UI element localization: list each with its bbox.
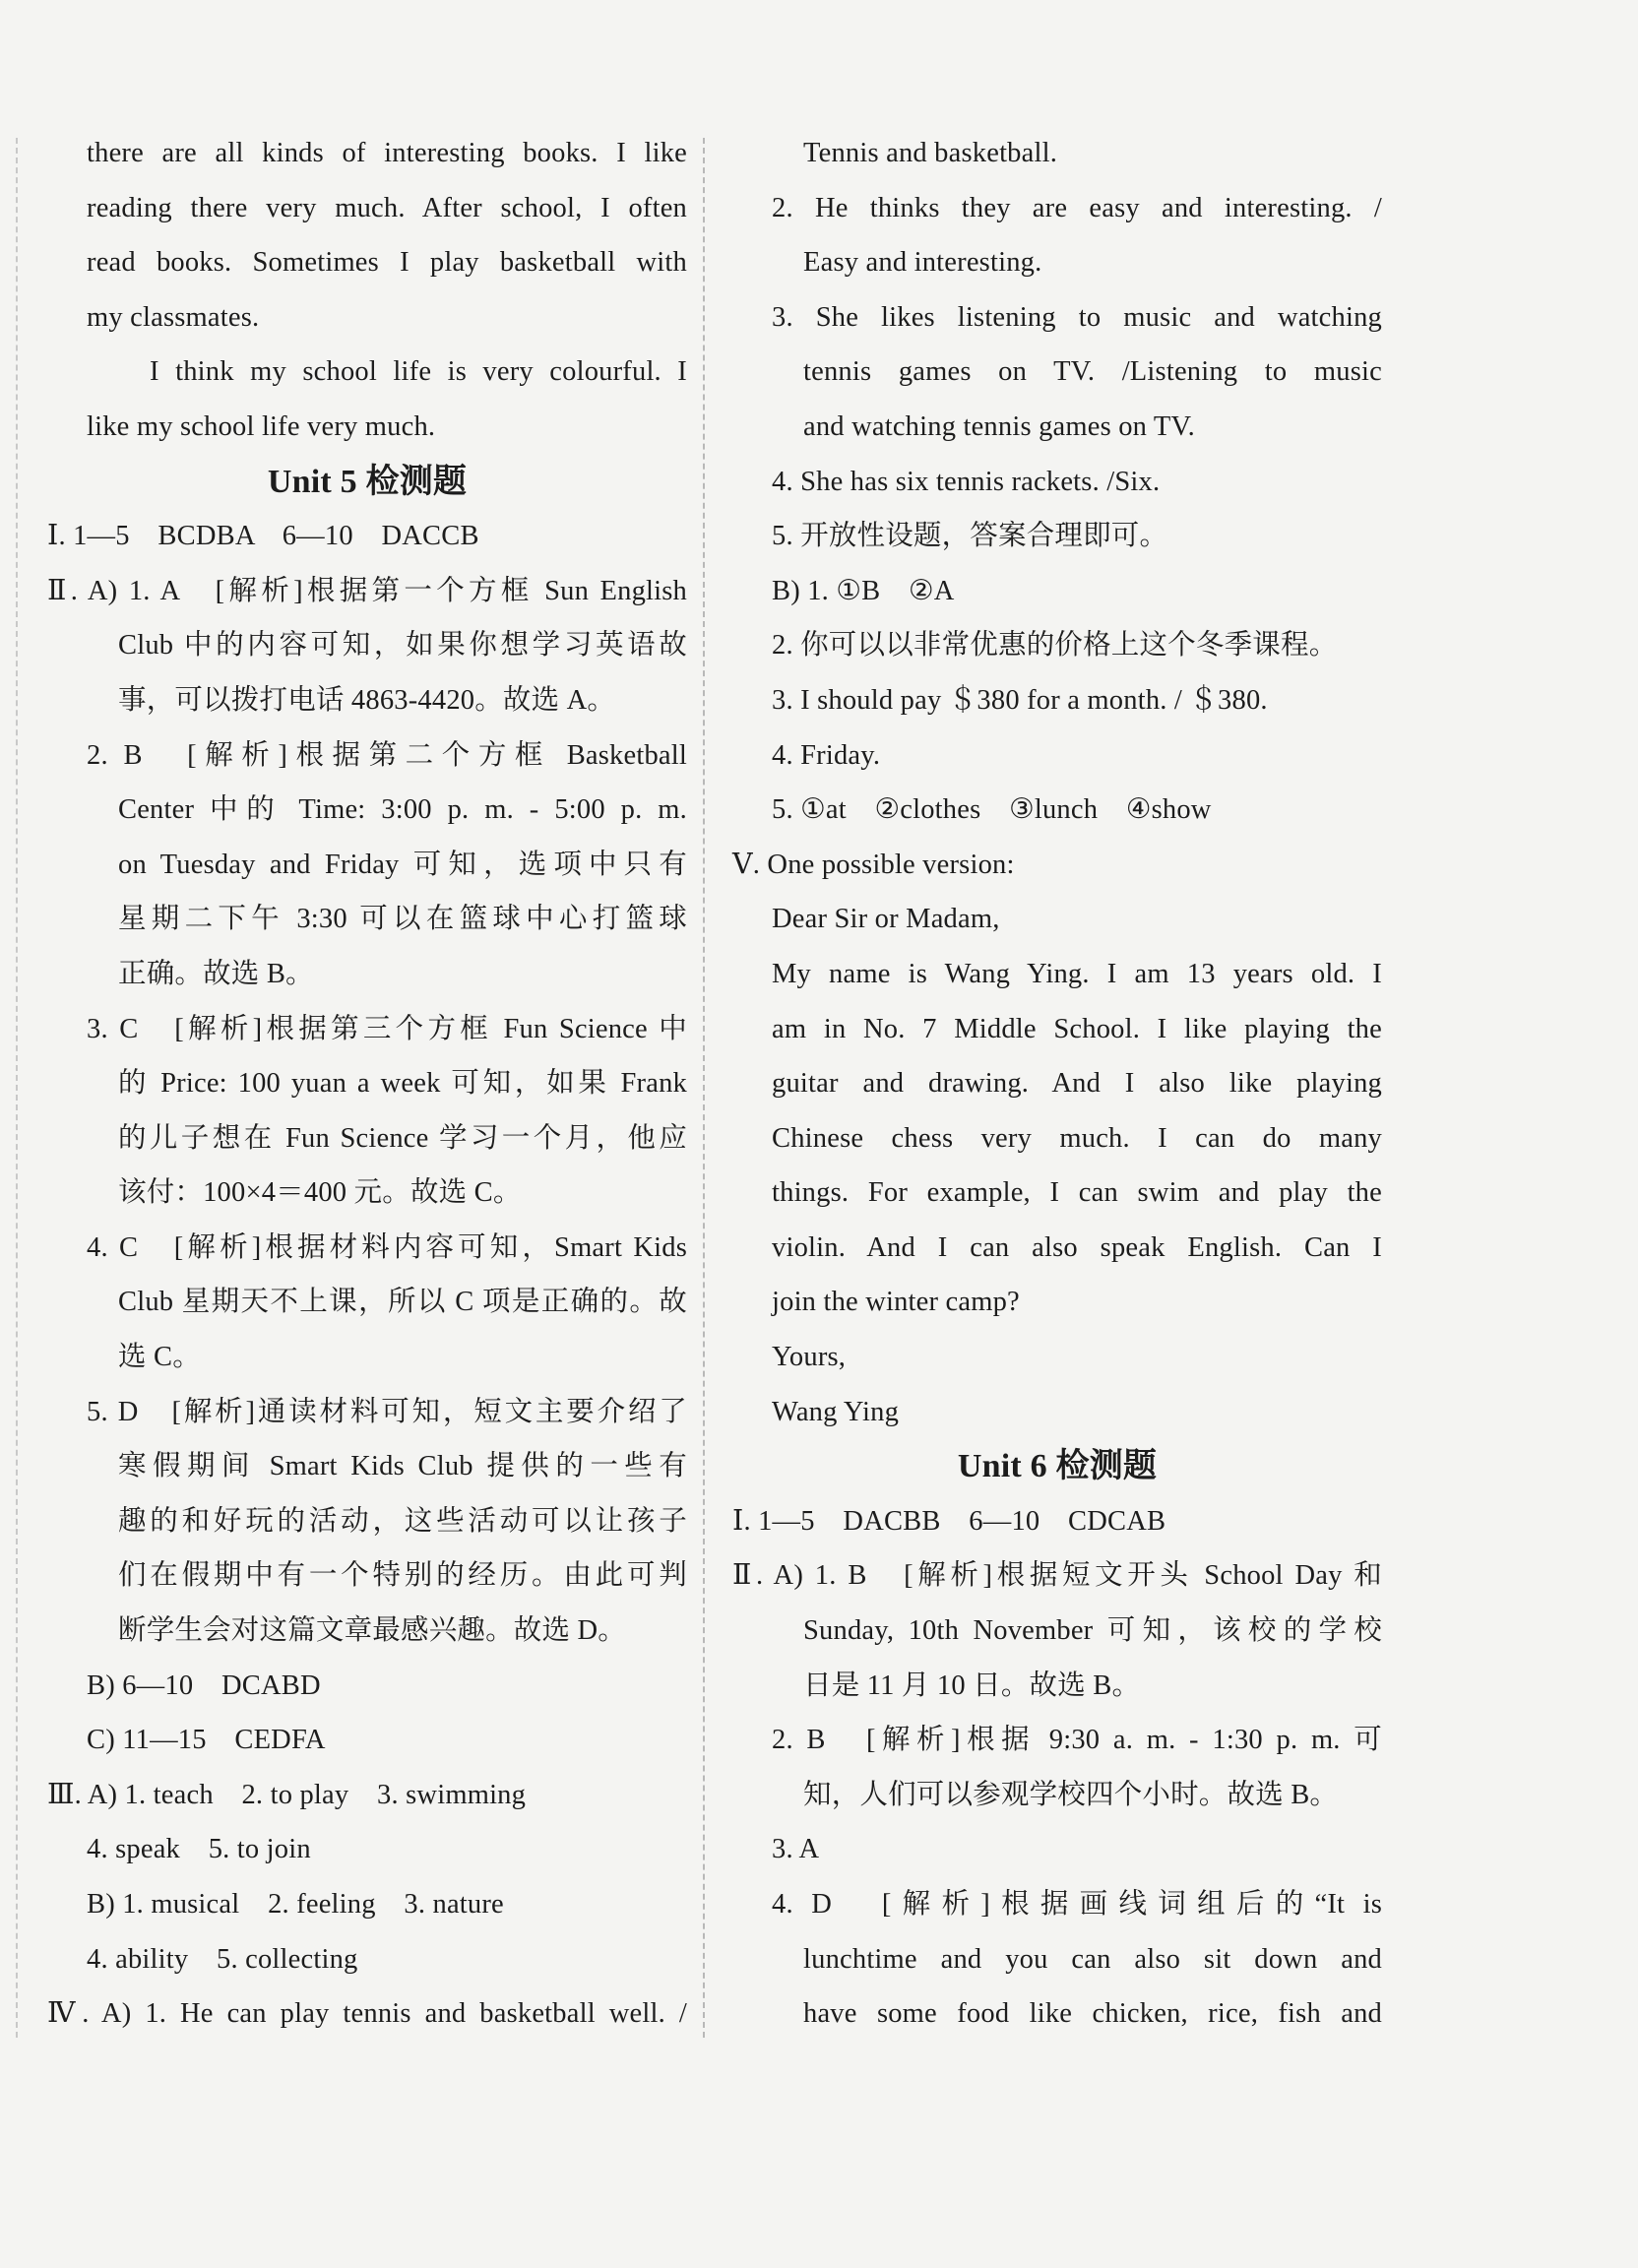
text-line: 事，可以拨打电话 4863-4420。故选 A。 (118, 684, 616, 716)
text-line: have some food like chicken, rice, fish and (803, 1998, 1382, 2030)
text-line: Club 星期天不上课，所以 C 项是正确的。故 (118, 1287, 687, 1318)
text-line: things. For example, I can swim and play the (772, 1177, 1382, 1209)
right-column (732, 126, 1382, 2042)
text-line: 2. He thinks they are easy and interesting. / (772, 192, 1382, 223)
left-column (47, 126, 687, 2042)
text-line: Dear Sir or Madam, (772, 904, 1000, 935)
text-line: 2. B [解析]根据 9:30 a. m. - 1:30 p. m. 可 (772, 1725, 1382, 1756)
text-line: 日是 11 月 10 日。故选 B。 (803, 1670, 1141, 1701)
text-line: 星期二下午 3:30 可以在篮球中心打篮球 (118, 904, 687, 935)
text-line: on Tuesday and Friday 可知，选项中只有 (118, 849, 687, 880)
text-line: there are all kinds of interesting books. I like (87, 138, 687, 168)
text-line: My name is Wang Ying. I am 13 years old. I (772, 958, 1382, 989)
text-line: Sunday, 10th November 可知，该校的学校 (803, 1615, 1382, 1647)
text-line: 正确。故选 B。 (118, 958, 314, 989)
text-line: violin. And I can also speak English. Can I (772, 1231, 1382, 1263)
text-line: B) 1. ①B ②A (772, 575, 955, 606)
text-line: 3. C [解析]根据第三个方框 Fun Science 中 (87, 1013, 687, 1044)
text-line: Easy and interesting. (803, 247, 1042, 279)
binding-margin-line (16, 138, 18, 2038)
column-divider (703, 138, 705, 2038)
text-line: 4. C [解析]根据材料内容可知，Smart Kids (87, 1231, 687, 1263)
text-line: 4. D [解析]根据画线词组后的“It is (772, 1889, 1382, 1920)
text-line: Club 中的内容可知，如果你想学习英语故 (118, 630, 687, 662)
text-line: Ⅰ. 1—5 DACBB 6—10 CDCAB (732, 1505, 1166, 1537)
text-line: tennis games on TV. /Listening to music (803, 356, 1382, 388)
text-line: Ⅰ. 1—5 BCDBA 6—10 DACCB (47, 521, 479, 552)
text-line: 2. B [解析]根据第二个方框 Basketball (87, 739, 687, 771)
text-line: B) 1. musical 2. feeling 3. nature (87, 1889, 504, 1920)
text-line: my classmates. (87, 301, 260, 333)
text-line: Ⅲ. A) 1. teach 2. to play 3. swimming (47, 1779, 527, 1810)
text-line: guitar and drawing. And I also like playing (772, 1068, 1382, 1100)
text-line: Ⅱ. A) 1. B [解析]根据短文开头 School Day 和 (732, 1560, 1382, 1592)
text-line: Ⅴ. One possible version: (732, 849, 1015, 880)
text-line: 4. Friday. (772, 739, 881, 771)
text-line: 4. She has six tennis rackets. /Six. (772, 466, 1161, 497)
unit-heading: Unit 6 检测题 (957, 1448, 1158, 1485)
text-line: Ⅳ. A) 1. He can play tennis and basketball well. / (47, 1998, 687, 2030)
text-line: 5. D [解析]通读材料可知，短文主要介绍了 (87, 1396, 687, 1427)
text-line: B) 6—10 DCABD (87, 1670, 321, 1701)
text-line: 5. 开放性设题，答案合理即可。 (772, 521, 1168, 552)
text-line: 知，人们可以参观学校四个小时。故选 B。 (803, 1779, 1339, 1810)
text-line: 3. She likes listening to music and watching (772, 301, 1382, 333)
text-line: 趣的和好玩的活动，这些活动可以让孩子 (118, 1505, 687, 1537)
text-line: C) 11—15 CEDFA (87, 1725, 326, 1756)
text-line: like my school life very much. (87, 410, 436, 442)
text-line: 3. A (772, 1834, 820, 1865)
text-line: am in No. 7 Middle School. I like playing the (772, 1013, 1382, 1044)
text-line: 的 Price: 100 yuan a week 可知，如果 Frank (118, 1068, 687, 1100)
text-line: 断学生会对这篇文章最感兴趣。故选 D。 (118, 1615, 627, 1647)
text-line: join the winter camp? (772, 1287, 1020, 1318)
text-line: Chinese chess very much. I can do many (772, 1122, 1382, 1154)
text-line: 该付：100×4＝400 元。故选 C。 (118, 1177, 522, 1209)
text-line: I think my school life is very colourful. I (150, 356, 687, 388)
text-line: Tennis and basketball. (803, 138, 1058, 168)
text-line: and watching tennis games on TV. (803, 410, 1195, 442)
text-line: read books. Sometimes I play basketball with (87, 247, 687, 279)
text-line: Wang Ying (772, 1396, 900, 1427)
text-line: 4. ability 5. collecting (87, 1943, 358, 1975)
text-line: Center 中的 Time: 3:00 p. m. - 5:00 p. m. (118, 794, 687, 826)
text-line: reading there very much. After school, I often (87, 192, 687, 223)
text-line: 寒假期间 Smart Kids Club 提供的一些有 (118, 1451, 687, 1482)
text-line: lunchtime and you can also sit down and (803, 1943, 1382, 1975)
text-line: 选 C。 (118, 1342, 201, 1373)
text-line: 的儿子想在 Fun Science 学习一个月，他应 (118, 1122, 687, 1154)
text-line: 们在假期中有一个特别的经历。由此可判 (118, 1560, 687, 1592)
text-line: 4. speak 5. to join (87, 1834, 311, 1865)
text-line: 3. I should pay ＄380 for a month. / ＄380. (772, 684, 1268, 716)
text-line: 2. 你可以以非常优惠的价格上这个冬季课程。 (772, 630, 1338, 662)
text-line: Yours, (772, 1342, 847, 1373)
text-line: Ⅱ. A) 1. A [解析]根据第一个方框 Sun English (47, 575, 687, 606)
unit-heading: Unit 5 检测题 (267, 463, 468, 500)
text-line: 5. ①at ②clothes ③lunch ④show (772, 794, 1212, 826)
